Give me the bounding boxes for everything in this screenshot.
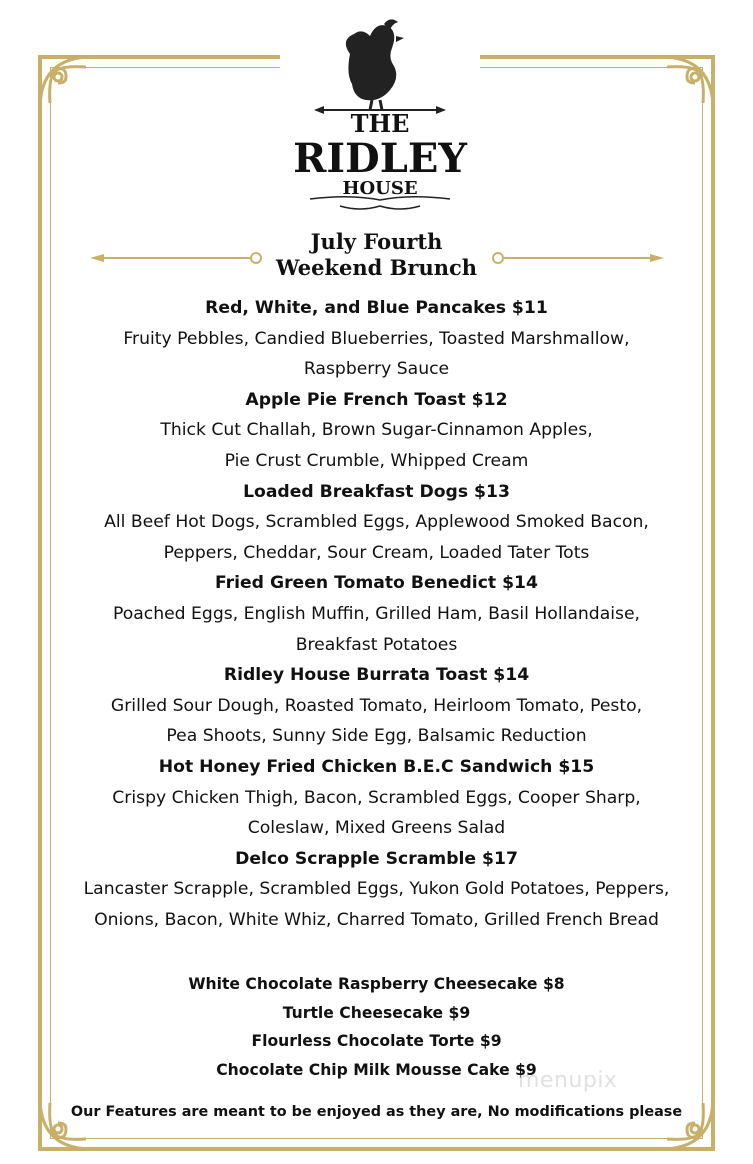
corner-ornament-top-left xyxy=(36,53,96,113)
menupix-watermark: menupix xyxy=(518,1068,618,1093)
ridley-house-logo xyxy=(280,14,480,224)
menu-item xyxy=(48,293,705,385)
menu-item-name: Fried Green Tomato Benedict $14 xyxy=(215,573,538,594)
menu-item-desc: Breakfast Potatoes xyxy=(295,634,458,655)
footer-note: Our Features are meant to be enjoyed as they are, No modifications please xyxy=(70,1104,683,1120)
menu-item-desc: Fruity Pebbles, Candied Blueberries, Toasted Marshmallow, xyxy=(123,328,630,349)
dessert-item: White Chocolate Raspberry Cheesecake $8 xyxy=(188,975,565,993)
menu-item-desc: Grilled Sour Dough, Roasted Tomato, Heirloom Tomato, Pesto, xyxy=(110,695,643,716)
menu-item-name: Hot Honey Fried Chicken B.E.C Sandwich $15 xyxy=(158,756,595,777)
corner-ornament-top-right xyxy=(657,53,717,113)
menu-item xyxy=(48,752,705,844)
menu-item-desc: Pie Crust Crumble, Whipped Cream xyxy=(224,450,529,471)
menu-item-name: Loaded Breakfast Dogs $13 xyxy=(243,481,510,502)
logo-line-2: RIDLEY xyxy=(293,135,467,182)
menu-item-name: Delco Scrapple Scramble $17 xyxy=(235,848,518,869)
menu-item xyxy=(48,568,705,660)
menu-item-desc: Poached Eggs, English Muffin, Grilled Ham, Basil Hollandaise, xyxy=(112,603,641,624)
corner-ornament-bottom-left xyxy=(36,1093,96,1153)
menu-item-desc: Lancaster Scrapple, Scrambled Eggs, Yukon Gold Potatoes, Peppers, xyxy=(83,879,670,900)
menu-title-line-2: Weekend Brunch xyxy=(275,255,478,280)
menu-item xyxy=(48,660,705,752)
menu-item xyxy=(48,844,705,936)
corner-ornament-bottom-right xyxy=(657,1093,717,1153)
menu-item-name: Ridley House Burrata Toast $14 xyxy=(223,665,530,686)
menu-item-name: Red, White, and Blue Pancakes $11 xyxy=(205,298,548,318)
menu-item-desc: All Beef Hot Dogs, Scrambled Eggs, Applewood Smoked Bacon, xyxy=(104,512,649,533)
dessert-item: Chocolate Chip Milk Mousse Cake $9 xyxy=(216,1060,537,1079)
menu-item-desc: Onions, Bacon, White Whiz, Charred Tomato, Grilled French Bread xyxy=(94,909,659,930)
menu-item-desc: Crispy Chicken Thigh, Bacon, Scrambled Eggs, Cooper Sharp, xyxy=(112,787,641,808)
dessert-item: Turtle Cheesecake $9 xyxy=(282,1003,471,1022)
logo-line-3: HOUSE xyxy=(342,178,418,199)
menu-title-line-1: July Fourth xyxy=(310,229,443,254)
menu-item-desc: Pea Shoots, Sunny Side Egg, Balsamic Reduction xyxy=(166,726,587,747)
dessert-list xyxy=(48,970,705,1084)
menu-item-desc: Peppers, Cheddar, Sour Cream, Loaded Tater Tots xyxy=(163,542,590,563)
brunch-menu-list xyxy=(48,293,705,935)
menu-item xyxy=(48,477,705,569)
logo-line-1: THE xyxy=(350,109,410,138)
menu-item-desc: Raspberry Sauce xyxy=(303,359,450,380)
menu-item-name: Apple Pie French Toast $12 xyxy=(245,389,508,410)
dessert-item: Flourless Chocolate Torte $9 xyxy=(251,1032,502,1050)
menu-item-desc: Thick Cut Challah, Brown Sugar-Cinnamon Apples, xyxy=(160,420,593,441)
menu-item-desc: Coleslaw, Mixed Greens Salad xyxy=(247,818,506,839)
menu-item xyxy=(48,385,705,477)
